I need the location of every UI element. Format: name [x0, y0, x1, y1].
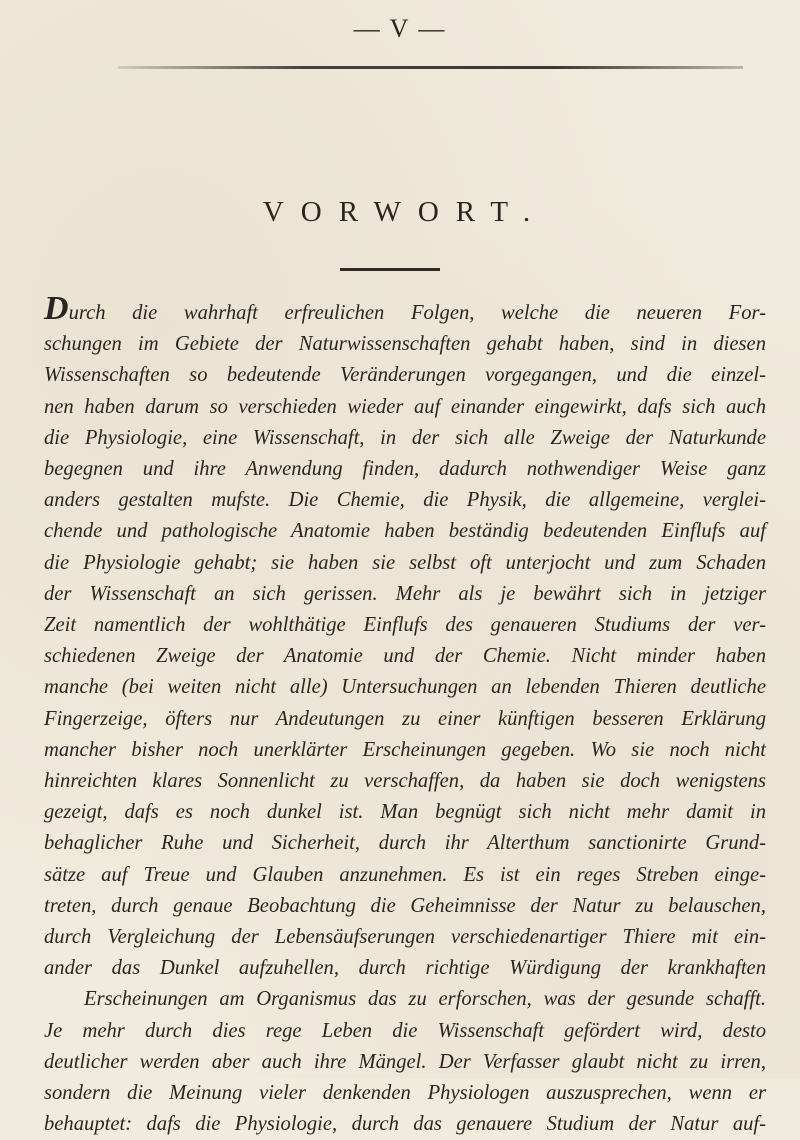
text-line: hinreichten klares Sonnenlicht zu verschaffen, da haben sie doch wenigstens — [44, 770, 766, 793]
text-line: gezeigt, dafs es noch dunkel ist. Man begnügt sich nicht mehr damit in — [44, 801, 766, 824]
text-line: sondern die Meinung vieler denkenden Physiologen auszusprechen, wenn er — [44, 1082, 766, 1105]
text-line: durch Vergleichung der Lebensäufserungen verschiedenartiger Thiere mit ein- — [44, 926, 766, 949]
text-line: die Physiologie gehabt; sie haben sie selbst oft unterjocht und zum Schaden — [44, 551, 766, 574]
text-line: ander das Dunkel aufzuhellen, durch richtige Würdigung der krankhaften — [44, 957, 766, 980]
text-line: treten, durch genaue Beobachtung die Geheimnisse der Natur zu belauschen, — [44, 894, 766, 917]
text-line: die Physiologie, eine Wissenschaft, in der sich alle Zweige der Naturkunde — [44, 426, 766, 449]
text-line: begegnen und ihre Anwendung finden, dadurch nothwendiger Weise ganz — [44, 458, 766, 481]
text-line-first — [44, 292, 766, 329]
text-line: Zeit namentlich der wohlthätige Einflufs des genaueren Studiums der ver- — [44, 614, 766, 637]
text-line: nen haben darum so verschieden wieder auf einander eingewirkt, dafs sich auch — [44, 395, 766, 418]
text-line: sätze auf Treue und Glauben anzunehmen. Es ist ein reges Streben einge- — [44, 863, 766, 886]
text-line: deutlicher werden aber auch ihre Mängel. Der Verfasser glaubt nicht zu irren, — [44, 1050, 766, 1073]
text-line: Wissenschaften so bedeutende Veränderungen vorgegangen, und die einzel- — [44, 364, 766, 387]
text-line: anders gestalten mufste. Die Chemie, die Physik, die allgemeine, verglei- — [44, 489, 766, 512]
text-line: schungen im Gebiete der Naturwissenschaften gehabt haben, sind in diesen — [44, 333, 766, 356]
text-line: behaglicher Ruhe und Sicherheit, durch ihr Alterthum sanctionirte Grund- — [44, 832, 766, 855]
text-line: Erscheinungen am Organismus das zu erforschen, was der gesunde schafft. — [84, 988, 766, 1011]
text-line: Fingerzeige, öfters nur Andeutungen zu einer künftigen besseren Erklärung — [44, 707, 766, 730]
text-line: schiedenen Zweige der Anatomie und der Chemie. Nicht minder haben — [44, 645, 766, 668]
text-line: manche (bei weiten nicht alle) Untersuchungen an lebenden Thieren deutliche — [44, 676, 766, 699]
text-line: behauptet: dafs die Physiologie, durch das genauere Studium der Natur auf- — [44, 1113, 766, 1136]
body-paragraph — [44, 292, 766, 1140]
text-line: der Wissenschaft an sich gerissen. Mehr als je bewährt sich in jetziger — [44, 582, 766, 605]
drop-cap: D — [44, 290, 69, 327]
text-line: mancher bisher noch unerklärter Erscheinungen gegeben. Wo sie noch nicht — [44, 738, 766, 761]
first-line-text: urch die wahrhaft erfreulichen Folgen, welche die neueren For- — [68, 302, 766, 324]
page-heading: VORWORT. — [262, 196, 548, 228]
page-number: — V — — [353, 14, 447, 43]
text-line: Je mehr durch dies rege Leben die Wissenschaft gefördert wird, desto — [44, 1019, 766, 1042]
heading-divider — [340, 268, 440, 271]
text-line: chende und pathologische Anatomie haben beständig bedeutenden Einflufs auf — [44, 520, 766, 543]
top-rule — [118, 66, 743, 69]
